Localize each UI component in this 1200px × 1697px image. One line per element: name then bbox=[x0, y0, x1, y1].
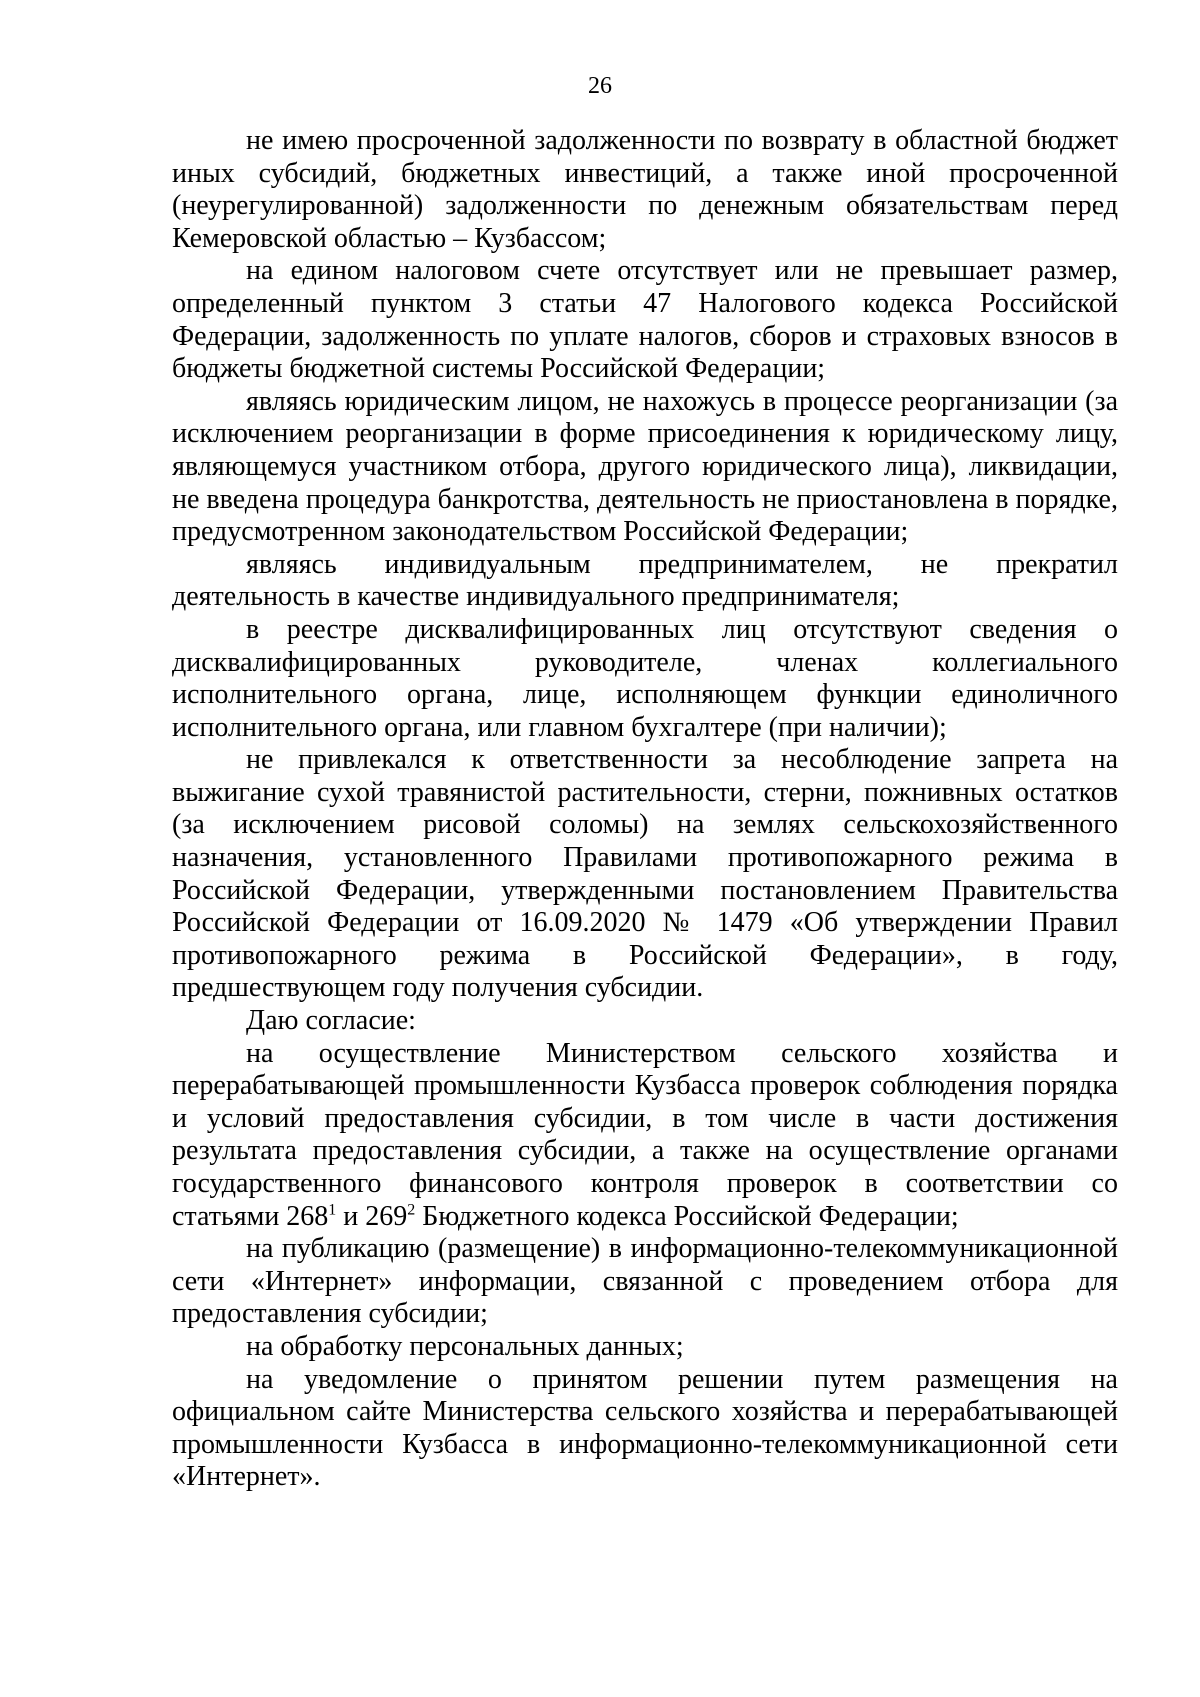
paragraph-legal-entity-status: являясь юридическим лицом, не нахожусь в процессе реорганизации (за исключением реорганизации в форме присоединения к юридическому лицу, являющемуся участником отбора, другого юридического лица), ликвидации, не введена процедура банкротства, деятельность не приостановлена в порядке, предусмотренном законодательством Российской Федерации; bbox=[172, 385, 1118, 548]
paragraph-consent-publication: на публикацию (размещение) в информационно-телекоммуникационной сети «Интернет» информации, связанной с проведением отбора для предоставления субсидии; bbox=[172, 1233, 1118, 1330]
paragraph-tax-account: на едином налоговом счете отсутствует или не превышает размер, определенный пунктом 3 статьи 47 Налогового кодекса Российской Федерации, задолженность по уплате налогов, сборов и страховых взносов в бюджеты бюджетной системы Российской Федерации; bbox=[172, 255, 1118, 385]
paragraph-consent-inspections: на осуществление Министерством сельского хозяйства и перерабатывающей промышленности Кузбасса проверок соблюдения порядка и условий предоставления субсидии, в том числе в части достижения результата предоставления субсидии, а также на осуществление органами государственного финансового контроля проверок в соответствии со bbox=[172, 1037, 1118, 1199]
paragraph-consent-personal-data: на обработку персональных данных; bbox=[246, 1330, 684, 1362]
statute-superscript-2: 2 bbox=[407, 1201, 416, 1219]
statute-text-part1: статьями 268 bbox=[172, 1200, 329, 1232]
page-number: 26 bbox=[588, 73, 612, 99]
paragraph-consent-heading: Даю согласие: bbox=[246, 1005, 416, 1037]
paragraph-consent-notification: на уведомление о принятом решении путем размещения на официальном сайте Министерства сельского хозяйства и перерабатывающей промышленности Кузбасса в информационно-телекоммуникационной сети «Интернет». bbox=[172, 1363, 1118, 1493]
statute-text-part3: Бюджетного кодекса Российской Федерации; bbox=[415, 1200, 959, 1232]
paragraph-disqualified-persons: в реестре дисквалифицированных лиц отсутствуют сведения о дисквалифицированных руководителе, членах коллегиального исполнительного органа, лице, исполняющем функции единоличного исполнительного органа, или главном бухгалтере (при наличии); bbox=[172, 613, 1118, 743]
paragraph-no-overdue-debt: не имею просроченной задолженности по возврату в областной бюджет иных субсидий, бюджетных инвестиций, а также иной просроченной (неурегулированной) задолженности по денежным обязательствам перед Кемеровской областью – Кузбассом; bbox=[172, 125, 1118, 254]
document-body bbox=[172, 125, 1118, 1494]
statute-text-part2: и 269 bbox=[336, 1200, 408, 1232]
paragraph-statute-reference bbox=[172, 1201, 1118, 1234]
statute-superscript-1: 1 bbox=[328, 1201, 337, 1219]
paragraph-fire-regime: не привлекался к ответственности за несоблюдение запрета на выжигание сухой травянистой растительности, стерни, пожнивных остатков (за исключением рисовой соломы) на землях сельскохозяйственного назначения, установленного Правилами противопожарного режима в Российской Федерации, утвержденными постановлением Правительства Российской Федерации от 16.09.2020 № 1479 «Об утверждении Правил противопожарного режима в Российской Федерации», в году, предшествующем году получения субсидии. bbox=[172, 744, 1118, 1004]
paragraph-individual-entrepreneur: являясь индивидуальным предпринимателем, не прекратил деятельность в качестве индивидуального предпринимателя; bbox=[172, 548, 1118, 613]
